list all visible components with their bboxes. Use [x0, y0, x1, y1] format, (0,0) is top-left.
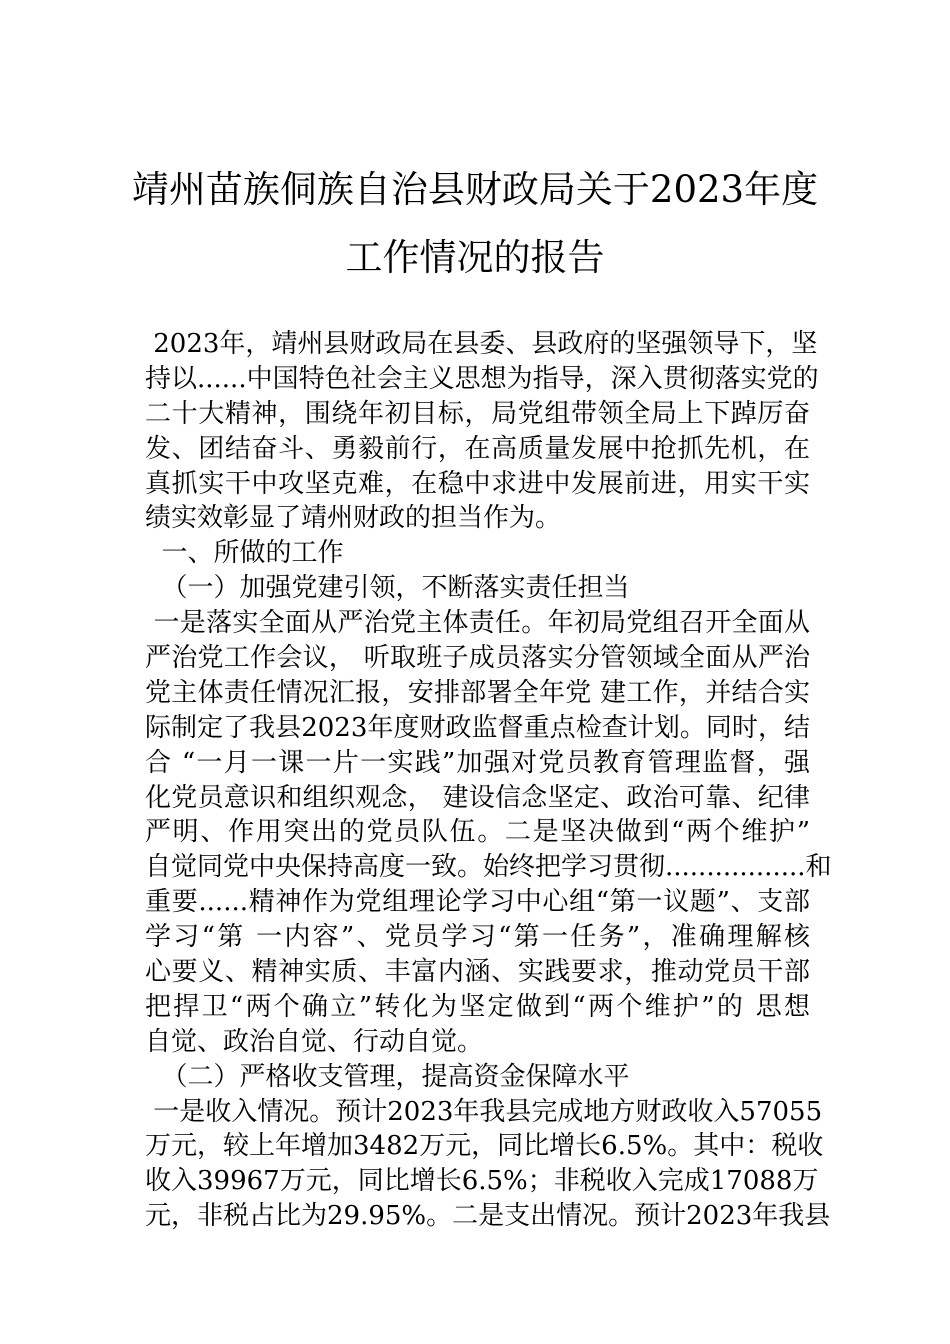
body-line: 绩实效彰显了靖州财政的担当作为。: [145, 503, 562, 534]
body-line: 合 “一月一课一片一实践”加强对党员教育管理监督，强: [145, 747, 810, 778]
body-line: 一是落实全面从严治党主体责任。年初局党组召开全面从: [145, 608, 810, 639]
body-line: 把捍卫“两个确立”转化为坚定做到“两个维护”的 思想: [145, 991, 810, 1022]
body-line: 自觉同党中央保持高度一致。始终把学习贯彻.................和: [145, 852, 832, 883]
document-body: [145, 327, 832, 1234]
body-line: 一是收入情况。预计2023年我县完成地方财政收入57055: [145, 1096, 823, 1127]
body-line: 二十大精神，围绕年初目标，局党组带领全局上下踔厉奋: [145, 398, 810, 429]
body-line: （二）严格收支管理，提高资金保障水平: [145, 1061, 630, 1092]
body-line: 严治党工作会议， 听取班子成员落实分管领域全面从严治: [145, 643, 810, 674]
body-line: 一、所做的工作: [145, 538, 344, 569]
body-line: 元，非税占比为29.95%。二是支出情况。预计2023年我县: [145, 1201, 831, 1232]
body-line: （一）加强党建引领，不断落实责任担当: [145, 573, 630, 604]
body-line: 化党员意识和组织观念， 建设信念坚定、政治可靠、纪律: [145, 782, 810, 813]
document-title-line-2: 工作情况的报告: [345, 236, 605, 279]
body-line: 真抓实干中攻坚克难，在稳中求进中发展前进，用实干实: [145, 468, 810, 499]
body-line: 万元，较上年增加3482万元，同比增长6.5%。其中：税收: [145, 1131, 824, 1162]
body-line: 学习“第 一内容”、党员学习“第一任务”，准确理解核: [145, 922, 810, 953]
body-line: 重要......精神作为党组理论学习中心组“第一议题”、支部: [145, 887, 810, 918]
body-line: 持以......中国特色社会主义思想为指导，深入贯彻落实党的: [145, 363, 819, 394]
body-line: 党主体责任情况汇报，安排部署全年党 建工作，并结合实: [145, 677, 810, 708]
body-line: 自觉、政治自觉、行动自觉。: [145, 1026, 484, 1057]
body-line: 发、团结奋斗、勇毅前行，在高质量发展中抢抓先机，在: [145, 433, 810, 464]
body-line: 2023年，靖州县财政局在县委、县政府的坚强领导下，坚: [145, 329, 818, 359]
body-line: 际制定了我县2023年度财政监督重点检查计划。同时，结: [145, 712, 810, 743]
document-title-line-1: 靖州苗族侗族自治县财政局关于2023年度: [131, 168, 819, 211]
body-line: 严明、作用突出的党员队伍。二是坚决做到“两个维护”: [145, 817, 810, 848]
body-line: 收入39967万元，同比增长6.5%；非税收入完成17088万: [145, 1166, 819, 1197]
body-line: 心要义、精神实质、丰富内涵、实践要求，推动党员干部: [145, 957, 810, 988]
